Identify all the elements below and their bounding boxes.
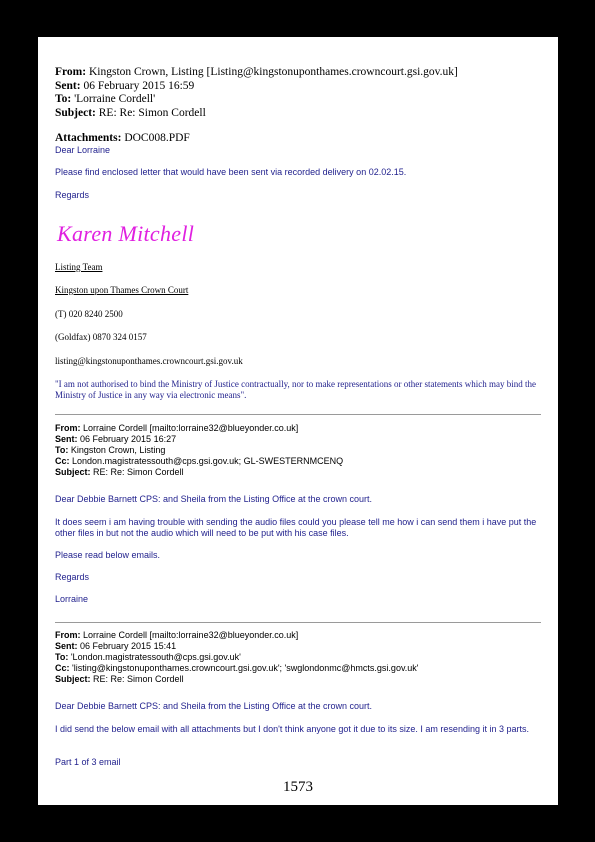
- email3-cc: Cc: 'listing@kingstonuponthames.crowncourt.gsi.gov.uk'; 'swglondonmc@hmcts.gsi.gov.uk': [55, 663, 419, 673]
- email3-subject: Subject: RE: Re: Simon Cordell: [55, 674, 184, 684]
- divider: [55, 622, 541, 623]
- email1-email-address: listing@kingstonuponthames.crowncourt.gsi.gov.uk: [55, 356, 243, 366]
- document-page: [38, 37, 558, 805]
- email3-greeting: Dear Debbie Barnett CPS: and Sheila from the Listing Office at the crown court.: [55, 701, 372, 711]
- email1-goldfax: (Goldfax) 0870 324 0157: [55, 332, 147, 342]
- email1-sent: Sent: 06 February 2015 16:59: [55, 79, 195, 92]
- email1-body: Please find enclosed letter that would have been sent via recorded delivery on 02.02.15.: [55, 167, 407, 177]
- email2-read-below: Please read below emails.: [55, 550, 161, 560]
- email1-from: From: Kingston Crown, Listing [Listing@kingstonuponthames.crowncourt.gsi.gov.uk]: [55, 66, 458, 78]
- email1-disclaimer: "I am not authorised to bind the Ministry of Justice contractually, nor to make representations or other statements which may bind the Ministry of Justice in any way via electronic means".: [55, 379, 536, 400]
- email1-regards: Regards: [55, 190, 90, 200]
- email1-header: [55, 66, 458, 146]
- email2-subject: Subject: RE: Re: Simon Cordell: [55, 467, 184, 477]
- email1-to: To: 'Lorraine Cordell': [55, 93, 156, 105]
- email2-header: [55, 423, 343, 478]
- email1-phone: (T) 020 8240 2500: [55, 309, 123, 319]
- email2-cc: Cc: London.magistratessouth@cps.gsi.gov.uk; GL-SWESTERNMCENQ: [55, 456, 344, 466]
- email3-part: Part 1 of 3 email: [55, 757, 121, 767]
- email3-sent: Sent: 06 February 2015 15:41: [55, 641, 177, 651]
- email2-to: To: Kingston Crown, Listing: [55, 445, 166, 455]
- email1-attachments: Attachments: DOC008.PDF: [55, 132, 190, 144]
- divider: [55, 414, 541, 415]
- email3-from: From: Lorraine Cordell [mailto:lorraine32@blueyonder.co.uk]: [55, 630, 299, 640]
- email1-team: Listing Team: [55, 262, 103, 272]
- email3-body: I did send the below email with all attachments but I don't think anyone got it due to its size. I am resending it in 3 parts.: [55, 724, 529, 734]
- email2-from: From: Lorraine Cordell [mailto:lorraine32@blueyonder.co.uk]: [55, 423, 299, 433]
- email3-to: To: 'London.magistratessouth@cps.gsi.gov.uk': [55, 652, 241, 662]
- email3-header: [55, 630, 419, 685]
- email1-greeting: Dear Lorraine: [55, 145, 111, 155]
- page-number: 1573: [283, 779, 313, 795]
- email1-court: Kingston upon Thames Crown Court: [55, 285, 189, 295]
- email2-regards: Regards: [55, 572, 90, 582]
- email2-sent: Sent: 06 February 2015 16:27: [55, 434, 177, 444]
- signature-karen-mitchell: Karen Mitchell: [57, 221, 195, 246]
- email2-greeting: Dear Debbie Barnett CPS: and Sheila from the Listing Office at the crown court.: [55, 494, 372, 504]
- email1-subject: Subject: RE: Re: Simon Cordell: [55, 106, 206, 119]
- email2-body: It does seem i am having trouble with sending the audio files could you please tell me how i can send them i have put the other files in but not the audio which will need to be put with his case files.: [55, 517, 537, 538]
- email2-name: Lorraine: [55, 594, 89, 604]
